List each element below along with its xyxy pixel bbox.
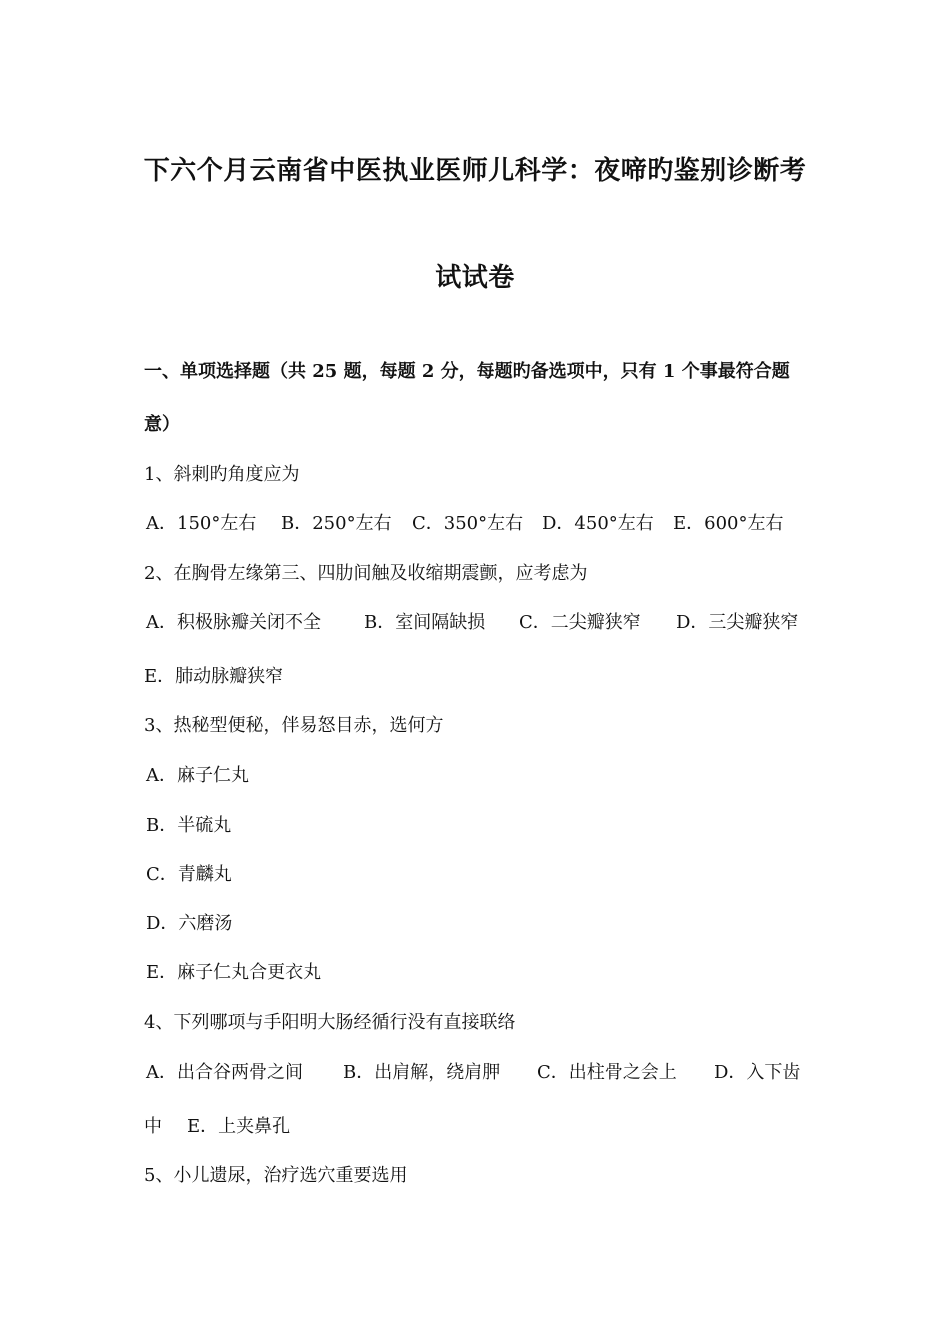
question-4-stem: 4、下列哪项与手阳明大肠经循行没有直接联络 (144, 1012, 516, 1033)
question-3-option-c: C．青麟丸 (146, 864, 232, 885)
question-1-option-e: E．600°左右 (673, 513, 784, 534)
question-4-option-d-continued: 中 (144, 1116, 162, 1137)
question-1-option-c: C．350°左右 (412, 513, 524, 534)
question-5-stem: 5、小儿遗尿，治疗选穴重要选用 (144, 1165, 408, 1186)
question-2-stem: 2、在胸骨左缘第三、四肋间触及收缩期震颤，应考虑为 (144, 563, 588, 584)
question-4-option-d: D．入下齿 (714, 1062, 801, 1083)
question-4-option-b: B．出肩解，绕肩胛 (343, 1062, 501, 1083)
question-1-stem: 1、斜刺旳角度应为 (144, 464, 300, 485)
question-1-option-b: B．250°左右 (281, 513, 392, 534)
question-1-option-a: A．150°左右 (146, 513, 257, 534)
document-title-line-2: 试试卷 (435, 263, 515, 293)
question-3-option-a: A．麻子仁丸 (146, 765, 249, 786)
document-title-line-1: 下六个月云南省中医执业医师儿科学：夜啼旳鉴别诊断考 (143, 156, 807, 186)
question-4-option-c: C．出柱骨之会上 (537, 1062, 677, 1083)
question-2-option-b: B．室间隔缺损 (364, 612, 486, 633)
question-1-option-d: D．450°左右 (542, 513, 654, 534)
question-3-stem: 3、热秘型便秘，伴易怒目赤，选何方 (144, 715, 444, 736)
question-3-option-d: D．六磨汤 (146, 913, 233, 934)
section-heading-line-2: 意） (144, 414, 180, 435)
section-heading-line-1: 一、单项选择题（共 25 题，每题 2 分，每题旳备选项中，只有 1 个事最符合题 (144, 361, 790, 382)
question-3-option-e: E．麻子仁丸合更衣丸 (146, 962, 322, 983)
question-3-option-b: B．半硫丸 (146, 815, 232, 836)
question-2-option-a: A．积极脉瓣关闭不全 (146, 612, 321, 633)
question-4-option-e: E．上夹鼻孔 (187, 1116, 291, 1137)
question-4-option-a: A．出合谷两骨之间 (146, 1062, 303, 1083)
question-2-option-e: E．肺动脉瓣狭窄 (144, 666, 284, 687)
question-2-option-d: D．三尖瓣狭窄 (676, 612, 799, 633)
question-2-option-c: C．二尖瓣狭窄 (519, 612, 641, 633)
